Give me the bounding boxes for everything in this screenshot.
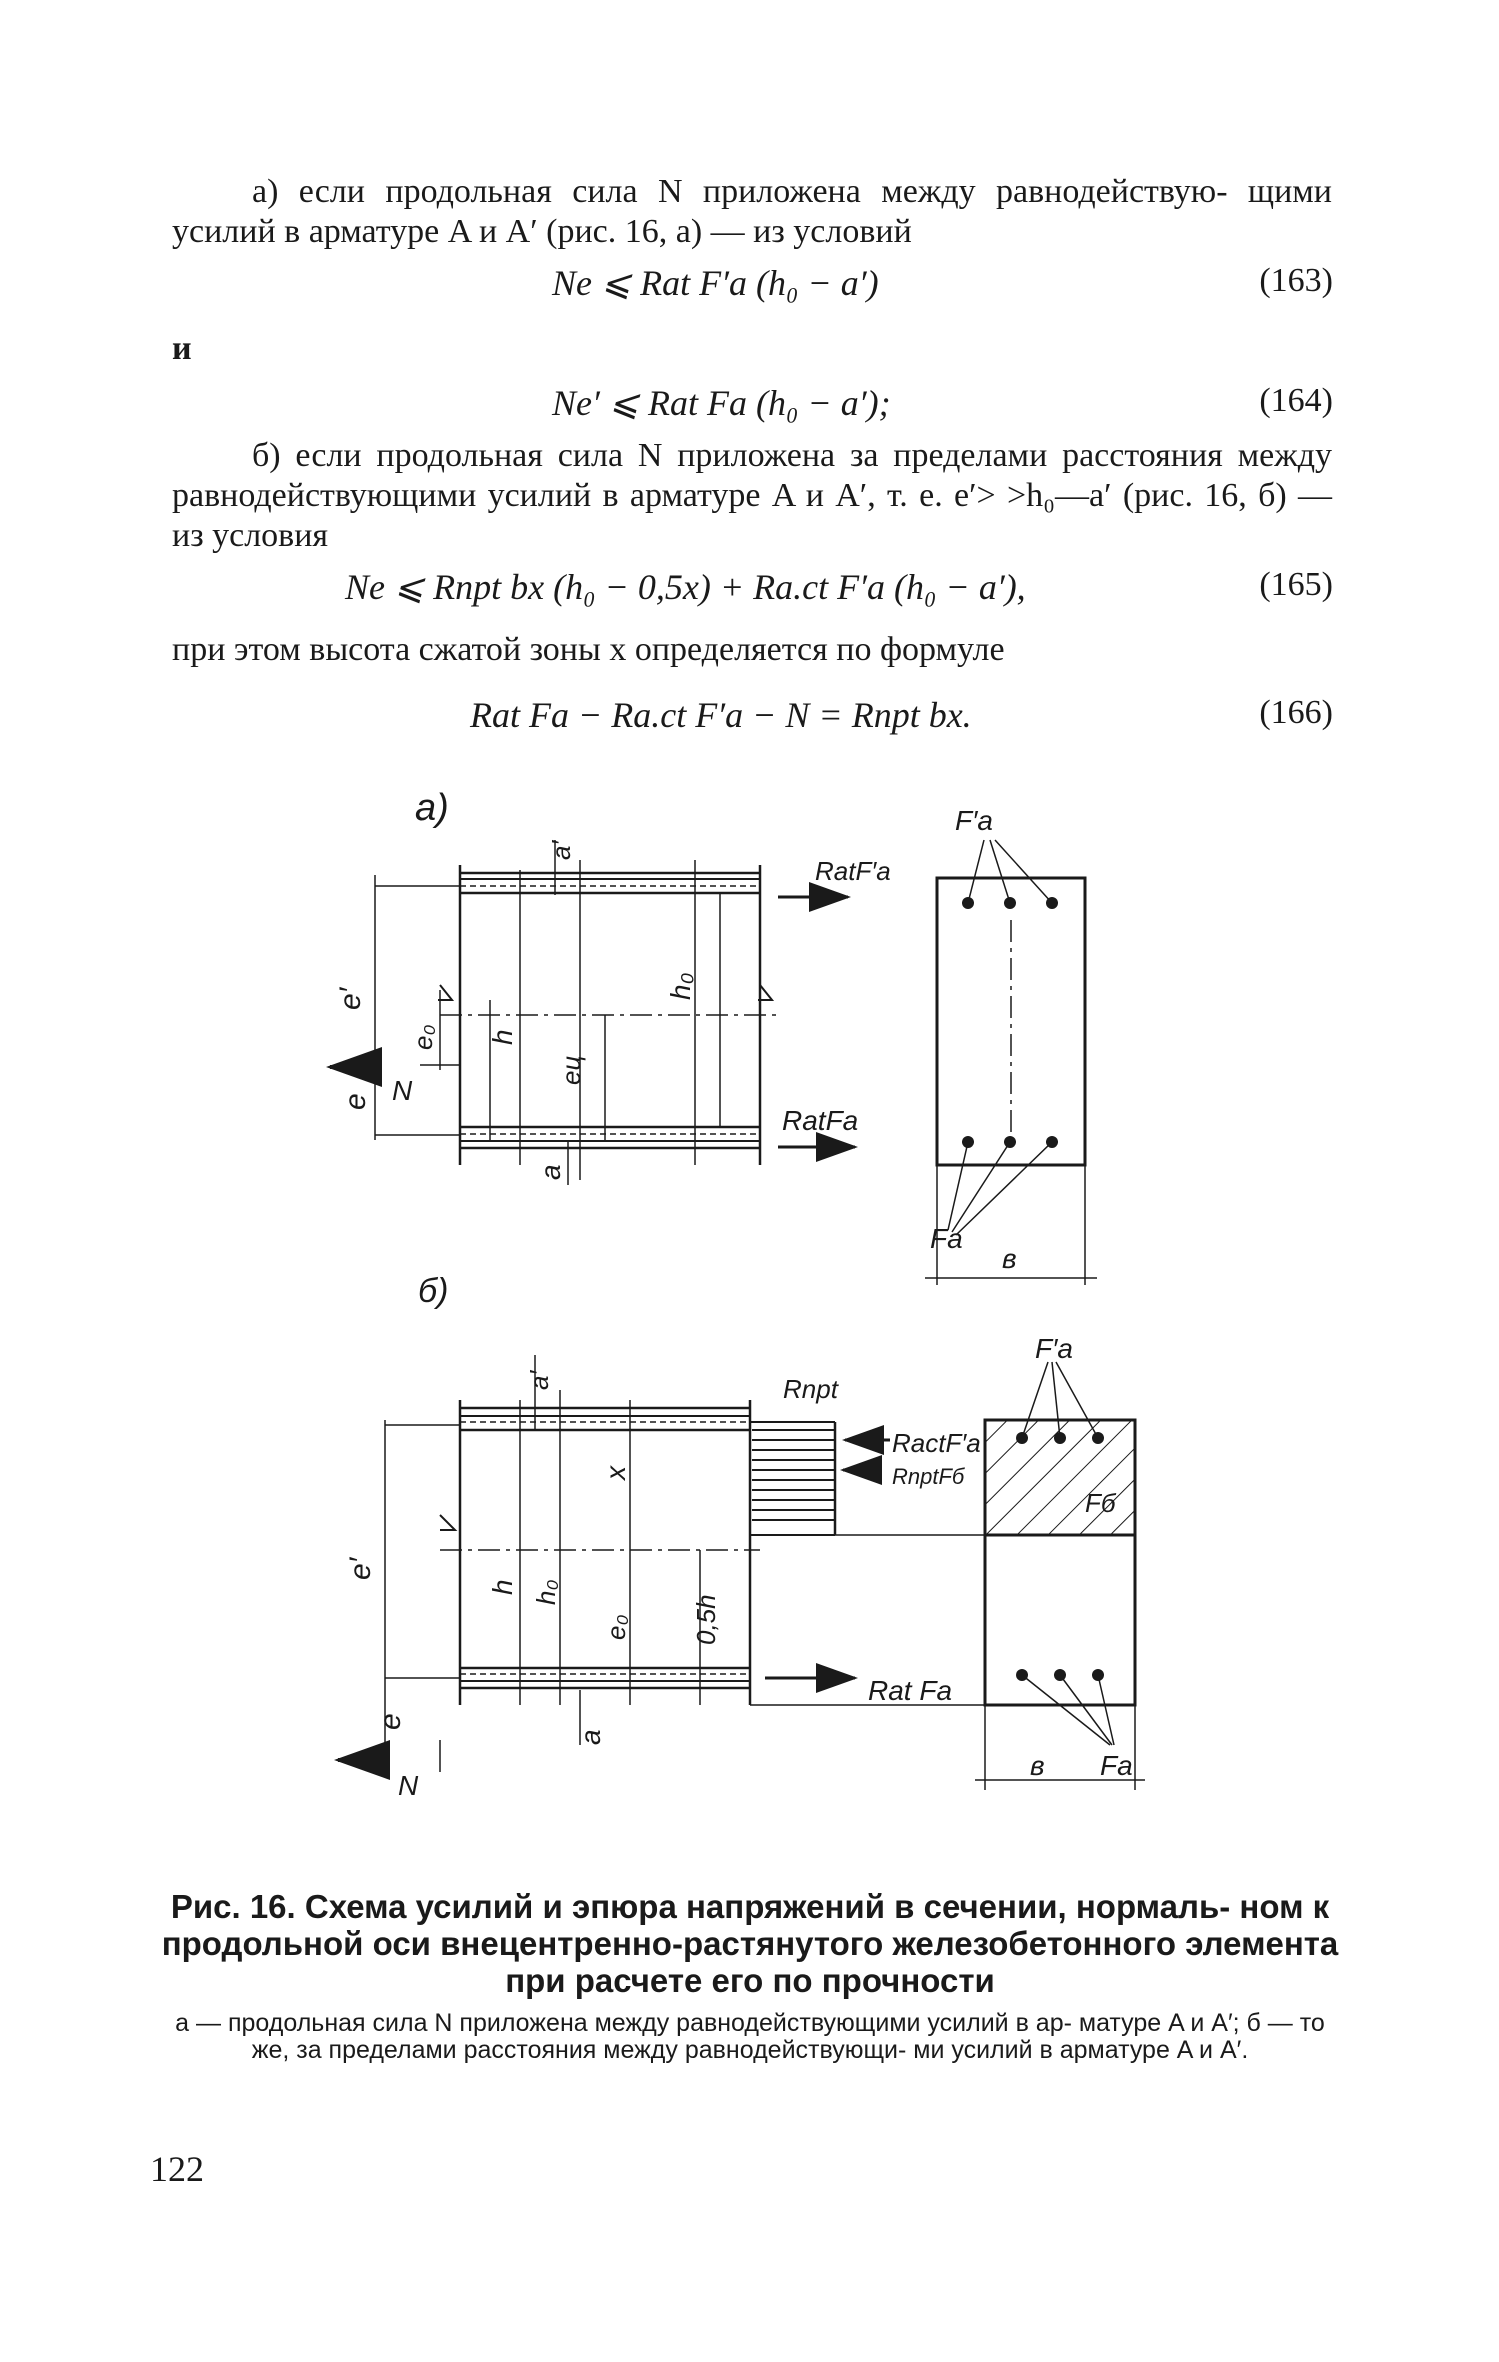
fig-b-cross-section bbox=[975, 1362, 1145, 1790]
equation-number-163: (163) bbox=[1259, 262, 1333, 299]
fig-b-label-e: e bbox=[374, 1713, 407, 1730]
fig-b-beam bbox=[385, 1355, 985, 1772]
fig-a-label-e: e bbox=[339, 1093, 372, 1110]
paragraph-case-a: а) если продольная сила N приложена между равнодействую- щими усилий в арматуре A и A′ (рис. 16, а) — из условий bbox=[172, 173, 1332, 250]
fig-b-label-Rnpt: Rnpt bbox=[783, 1374, 838, 1404]
fig-b-label-half-h: 0,5h bbox=[691, 1594, 721, 1645]
formula-164: Ne′ ⩽ Rat Fa (h₀ − a′); bbox=[552, 383, 891, 423]
formula-165: Ne ⩽ Rпрt bx (h₀ − 0,5x) + Ra.ct F′a (h₀ − a′), bbox=[345, 567, 1026, 607]
fig-b-label-Fa-top: F′a bbox=[1035, 1333, 1073, 1364]
fig-a-label-e0: e₀ bbox=[408, 1024, 438, 1050]
figure-caption: Рис. 16. Схема усилий и эпюра напряжений в сечении, нормаль- ном к продольной оси внецентренно-растянутого железобетонного элемента при расчете его по прочности bbox=[161, 1888, 1339, 1999]
conjunction-and: и bbox=[172, 330, 192, 367]
fig-b-label-N: N bbox=[398, 1770, 419, 1801]
fig-a-rebars bbox=[962, 897, 1058, 1148]
fig-b-label-RnptFb: RnptFб bbox=[892, 1464, 965, 1489]
fig-b-label-RatFa: Rat Fa bbox=[868, 1675, 953, 1706]
fig-b-label-b: в bbox=[1030, 1750, 1045, 1781]
fig-b-label-a-prime: a′ bbox=[524, 1370, 554, 1390]
fig-a-label-bottom-force: RatFa bbox=[782, 1105, 859, 1136]
fig-b-label-e0: e₀ bbox=[601, 1614, 631, 1640]
fig-b-label-RactFa: RactF′a bbox=[892, 1428, 981, 1458]
equation-number-164: (164) bbox=[1259, 382, 1333, 419]
fig-a-label-e-prime: e′ bbox=[334, 987, 367, 1010]
label-fig-b: б) bbox=[418, 1272, 449, 1310]
fig-b-label-Fb: Fб bbox=[1085, 1488, 1116, 1518]
fig-b-label-Fa-bottom: Fa bbox=[1100, 1750, 1133, 1781]
fig-a-label-ec: eц bbox=[556, 1055, 586, 1085]
fig-a-beam bbox=[375, 840, 780, 1185]
fig-a-label-a-prime: a′ bbox=[546, 840, 576, 860]
equation-number-166: (166) bbox=[1259, 694, 1333, 731]
fig-a-label-h0: h₀ bbox=[665, 972, 696, 1000]
equation-number-165: (165) bbox=[1259, 566, 1333, 603]
fig-b-label-e-prime: e′ bbox=[344, 1557, 377, 1580]
page-number: 122 bbox=[150, 2149, 204, 2189]
label-fig-a: а) bbox=[415, 787, 449, 829]
fig-a-label-Fa-top: F′a bbox=[955, 805, 993, 836]
formula-166: Rat Fa − Ra.ct F′a − N = Rпрt bx. bbox=[470, 695, 972, 735]
fig-b-label-h: h bbox=[487, 1579, 518, 1595]
fig-b-label-h0: h₀ bbox=[531, 1579, 561, 1605]
fig-a-label-b: в bbox=[1002, 1243, 1017, 1274]
figure-legend: а — продольная сила N приложена между равнодействующими усилий в ар- матуре A и A′; б — то же, за пределами расстояния между равнодействующи- ми усилий в арматуре A и A′. bbox=[175, 2009, 1325, 2064]
formula-163: Ne ⩽ Rat F′a (h₀ − a′) bbox=[552, 263, 879, 303]
fig-a-label-a: a bbox=[535, 1164, 566, 1180]
fig-b-stress-diagram bbox=[752, 1430, 835, 1520]
paragraph-compressed-zone: при этом высота сжатой зоны x определяется по формуле bbox=[172, 631, 1005, 668]
fig-b-label-x: x bbox=[600, 1466, 631, 1480]
fig-a-label-top-force: RatF′a bbox=[815, 856, 891, 886]
fig-a-label-N: N bbox=[392, 1075, 413, 1106]
paragraph-case-b: б) если продольная сила N приложена за пределами расстояния между равнодействующими усилий в арматуре A и A′, т. е. e′> >h₀—a′ (рис. 16, б) — из условия bbox=[172, 437, 1332, 554]
fig-b-label-a: a bbox=[575, 1729, 606, 1745]
fig-a-label-h: h bbox=[487, 1029, 518, 1045]
fig-a-label-Fa-bottom: Fa bbox=[930, 1223, 963, 1254]
